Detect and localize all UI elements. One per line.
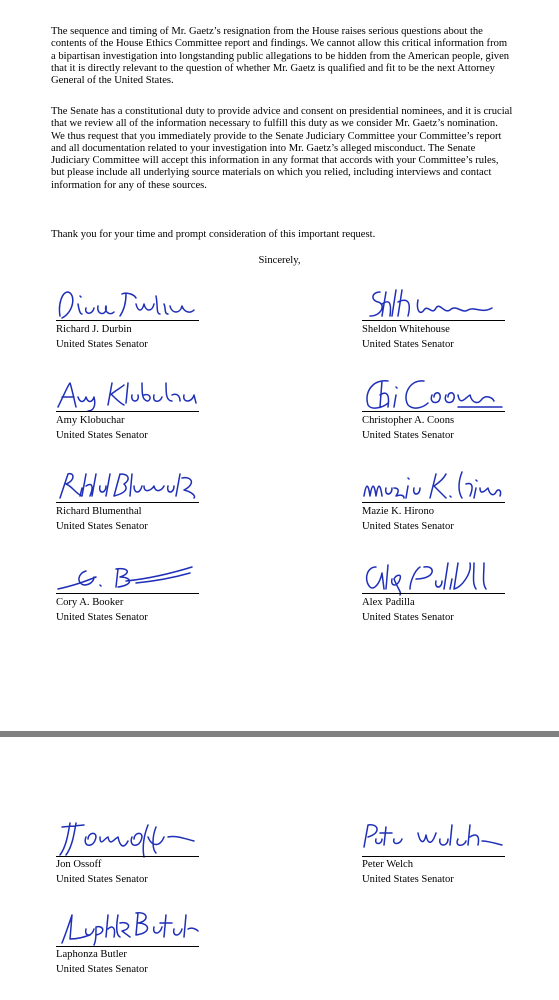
signatory-name: Christopher A. Coons	[362, 415, 455, 426]
signatory-title: United States Senator	[362, 339, 454, 350]
signatory-title: United States Senator	[56, 612, 148, 623]
handwritten-signature-whitehouse	[362, 286, 507, 322]
signature-block-coons	[362, 377, 559, 447]
signatory-name: Richard J. Durbin	[56, 324, 132, 335]
letter-page-2	[0, 737, 559, 1000]
closing: Sincerely,	[258, 255, 301, 266]
handwritten-signature-klobuchar	[56, 377, 201, 413]
signature-line	[56, 593, 199, 594]
signatory-title: United States Senator	[56, 339, 148, 350]
signature-block-klobuchar	[56, 377, 256, 447]
handwritten-signature-booker	[56, 559, 201, 595]
signatory-name: Cory A. Booker	[56, 597, 124, 608]
signature-block-butler	[56, 909, 256, 979]
body-paragraph-3: Thank you for your time and prompt consideration of this important request.	[51, 229, 376, 240]
signature-block-hirono	[362, 468, 559, 538]
signature-block-booker	[56, 559, 256, 629]
signature-block-whitehouse	[362, 286, 559, 356]
handwritten-signature-blumenthal	[56, 468, 201, 504]
signatory-title: United States Senator	[362, 874, 454, 885]
body-paragraph-1: The sequence and timing of Mr. Gaetz’s resignation from the House raises serious questions about the contents of the House Ethics Committee report and findings. We cannot allow this critical information from a bipartisan investigation into longstanding public allegations to be hidden from the American people, given that it is directly relevant to the question of whether Mr. Gaetz is qualified and fit to be the next Attorney General of the United States.	[51, 26, 510, 87]
signatory-name: Laphonza Butler	[56, 949, 127, 960]
handwritten-signature-ossoff	[56, 819, 201, 859]
handwritten-signature-coons	[362, 377, 507, 413]
signature-line	[56, 856, 199, 857]
signature-line	[56, 502, 199, 503]
signature-block-padilla	[362, 559, 559, 629]
signature-line	[362, 593, 505, 594]
handwritten-signature-hirono	[362, 468, 507, 504]
signatory-title: United States Senator	[362, 430, 454, 441]
signatory-title: United States Senator	[362, 521, 454, 532]
signatory-title: United States Senator	[56, 964, 148, 975]
handwritten-signature-welch	[362, 819, 507, 859]
signatory-title: United States Senator	[56, 430, 148, 441]
signature-line	[362, 411, 505, 412]
body-paragraph-2: The Senate has a constitutional duty to provide advice and consent on presidential nominees, and it is crucial that we review all of the information necessary to fulfill this duty as we consider Mr. Gaetz’s nomination. We thus request that you immediately provide to the Senate Judiciary Committee your Committee’s report and all documentation related to your investigation into Mr. Gaetz’s alleged misconduct. The Senate Judiciary Committee will accept this information in any format that accords with your Committee’s rules, but please include all underlying source materials on which you relied, including interviews and contact information for any of these sources.	[51, 106, 513, 191]
signatory-title: United States Senator	[362, 612, 454, 623]
signature-block-ossoff	[56, 819, 256, 889]
handwritten-signature-padilla	[362, 559, 507, 595]
signatory-name: Alex Padilla	[362, 597, 415, 608]
handwritten-signature-butler	[56, 909, 201, 949]
signature-block-welch	[362, 819, 559, 889]
signature-line	[56, 320, 199, 321]
signature-line	[56, 411, 199, 412]
signatory-name: Sheldon Whitehouse	[362, 324, 450, 335]
signature-block-blumenthal	[56, 468, 256, 538]
signatory-name: Jon Ossoff	[56, 859, 102, 870]
signature-line	[362, 856, 505, 857]
handwritten-signature-durbin	[56, 286, 201, 322]
signatory-name: Richard Blumenthal	[56, 506, 142, 517]
signatory-name: Peter Welch	[362, 859, 414, 870]
signatory-name: Amy Klobuchar	[56, 415, 125, 426]
signature-line	[362, 502, 505, 503]
signatory-title: United States Senator	[56, 521, 148, 532]
signatory-title: United States Senator	[56, 874, 148, 885]
signature-block-durbin	[56, 286, 256, 356]
signature-line	[56, 946, 199, 947]
signatory-name: Mazie K. Hirono	[362, 506, 435, 517]
signature-line	[362, 320, 505, 321]
